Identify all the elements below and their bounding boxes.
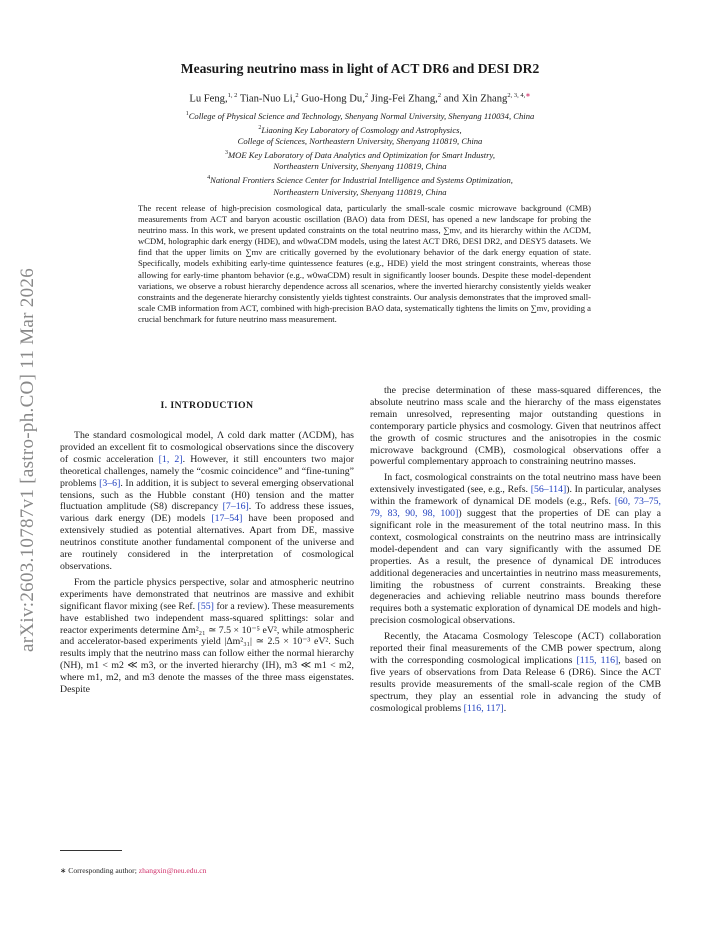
affiliation-line	[0, 173, 720, 187]
paragraph: From the particle physics perspective, solar and atmospheric neutrino experiments have demonstrated that neutrinos are massive and exhibit significant flavor mixing (see Ref. [55] for a review). These measurements have established two independent mass-squared splittings: solar and reactor experiments determine Δm²₂₁ ≃ 7.5 × 10⁻⁵ eV², while atmospheric and accelerator-based experiments yield |Δm²₃₁| ≃ 2.5 × 10⁻³ eV². Such results imply that the neutrino mass can follow either the normal hierarchy (NH), m1 < m2 ≪ m3, or the inverted hierarchy (IH), m3 ≪ m1 < m2, where m1, m2, and m3 denote the masses of the three mass eigenstates. Despite	[60, 576, 354, 696]
footnote-mark: ∗	[60, 866, 67, 875]
affiliation-text: National Frontiers Science Center for Industrial Intelligence and Systems Optimization,	[210, 174, 513, 185]
author-affil-mark: 2	[295, 92, 299, 99]
affiliation-line	[0, 148, 720, 162]
author-name: Lu Feng,	[189, 93, 228, 105]
author-affil-mark: 1, 2	[227, 92, 238, 99]
paragraph: the precise determination of these mass-squared differences, the absolute neutrino mass scale and the hierarchy of the mass eigenstates remain unresolved, representing major outstanding questions in contemporary particle physics and cosmology. Given that neutrinos affect the growth of cosmic structures and the anisotropies in the cosmic microwave background (CMB), cosmological observations offer a powerful complementary approach to constraining neutrino masses.	[370, 385, 661, 468]
affiliation-mark: 1	[185, 111, 189, 117]
footnote	[60, 866, 360, 875]
affiliation-text: MOE Key Laboratory of Data Analytics and Optimization for Smart Industry,	[228, 149, 495, 160]
author-name: and Xin Zhang	[443, 93, 508, 105]
affiliation-text: Northeastern University, Shenyang 110819, China	[273, 186, 447, 197]
author-name: Tian-Nuo Li,	[239, 93, 296, 105]
citation-link[interactable]: [60, 73–75, 79, 83, 90, 98, 100]	[370, 496, 661, 520]
affiliation-line	[0, 187, 720, 199]
citation-link[interactable]: [3–6]	[99, 477, 121, 489]
arxiv-stamp-text: arXiv:2603.10787v1 [astro-ph.CO] 11 Mar 2026	[17, 268, 38, 652]
citation-link[interactable]: [1, 2]	[158, 453, 183, 465]
footnote-label: Corresponding author;	[68, 866, 139, 875]
footnote-rule	[60, 850, 122, 851]
author-list	[0, 91, 720, 105]
affiliation-text: College of Sciences, Northeastern University, Shenyang 110819, China	[237, 136, 483, 147]
right-column	[370, 385, 661, 714]
citation-link[interactable]: [56–114]	[530, 484, 567, 496]
citation-link[interactable]: [116, 117]	[463, 702, 504, 714]
affiliation-mark: 2	[258, 124, 262, 131]
affiliation-line	[0, 136, 720, 148]
left-column	[60, 430, 354, 696]
paper-title: Measuring neutrino mass in light of ACT DR6 and DESI DR2	[180, 61, 540, 76]
author-name: Jing-Fei Zhang,	[370, 93, 438, 105]
author-affil-mark: 2	[437, 92, 442, 99]
citation-link[interactable]: [115, 116]	[576, 654, 619, 666]
author-name: Guo-Hong Du,	[301, 93, 365, 105]
affiliation-mark: 3	[225, 149, 229, 156]
affiliation-text: College of Physical Science and Technology, Shenyang Normal University, Shenyang 110034, China	[188, 110, 535, 121]
paragraph: Recently, the Atacama Cosmology Telescope (ACT) collaboration reported their final measurements of the CMB power spectrum, along with the corresponding cosmological implications [115, 116], based on five years of observations from Data Release 6 (DR6). Since the ACT results provide measurements of the small-scale region of the CMB spectrum, they play an essential role in advancing the study of cosmological problems [116, 117].	[370, 631, 662, 714]
abstract: The recent release of high-precision cosmological data, particularly the small-scale cosmic microwave background (CMB) measurements from ACT and baryon acoustic oscillation (BAO) data from DESI, has opened a new landscape for probing the neutrino mass. In this work, we present updated constraints on the total neutrino mass, ∑mν, and its hierarchy within the ΛCDM, wCDM, holographic dark energy (HDE), and w0waCDM models, using the latest ACT DR6, DESI DR2, and DESY5 datasets. We find that the upper limits on ∑mν are critically governed by the evolutionary behavior of the dark energy equation of state. Specifically, models exhibiting early-time quintessence features (e.g., HDE) yield the most stringent constraints, whereas those allowing for early-time phantom behavior (e.g., w0waCDM) result in significantly looser bounds. Despite these model-dependent variations, we observe a robust hierarchy dependence across all scenarios, where the inverted hierarchy consistently yields weaker constraints and the degenerate hierarchy consistently yields tightest constraints. Our analysis demonstrates that the improved small-scale CMB information from ACT, combined with high-precision BAO data, systematically tightens the limits on ∑mν, providing a crucial benchmark for future neutrino mass measurement.	[138, 203, 591, 324]
affiliation-mark: 4	[207, 175, 211, 182]
section-heading-introduction: I. INTRODUCTION	[160, 400, 254, 411]
affiliation-text: Liaoning Key Laboratory of Cosmology and Astrophysics,	[261, 124, 462, 135]
paragraph: The standard cosmological model, Λ cold dark matter (ΛCDM), has provided an excellent fit to cosmological observations since the discovery of cosmic acceleration [1, 2]. However, it still encounters two major theoretical challenges, namely the “cosmic coincidence” and “fine-tuning” problems [3–6]. In addition, it is subject to several emerging observational tensions, such as the Hubble constant (H0) tension and the matter fluctuation amplitude (S8) discrepancy [7–16]. To address these issues, various dark energy (DE) models [17–54] have been proposed and extensively studied as potential alternatives. Apart from DE, massive neutrinos constitute another fundamental component of the universe and are routinely considered in the interpretation of cosmological observations.	[60, 430, 354, 572]
author-affil-mark: 2	[364, 92, 369, 99]
paragraph: In fact, cosmological constraints on the total neutrino mass have been extensively investigated (see, e.g., Refs. [56–114]). In particular, analyses within the framework of dynamical DE models (e.g., Refs. [60, 73–75, 79, 83, 90, 98, 100]) suggest that the properties of DE can play a significant role in the measurement of the total neutrino mass. In this context, cosmological constraints on the neutrino mass are intrinsically model-dependent and can vary significantly with the assumed DE properties. As a result, the presence of dynamical DE introduces additional degeneracies and uncertainties in neutrino mass measurements, limiting the robustness of current constraints. Breaking these degeneracies and achieving reliable neutrino mass bounds therefore requires both a systematic exploration of dynamical DE models and high-precision cosmological observations.	[370, 472, 661, 627]
affiliation-text: Northeastern University, Shenyang 110819, China	[273, 161, 447, 172]
affiliation-line	[0, 123, 720, 137]
email-link[interactable]: zhangxin@neu.edu.cn	[138, 866, 207, 875]
affiliation-line	[0, 161, 720, 173]
arxiv-stamp	[8, 210, 48, 710]
affiliation-line	[0, 109, 720, 123]
affiliation-list	[0, 109, 720, 198]
citation-link[interactable]: [17–54]	[211, 513, 243, 525]
citation-link[interactable]: [7–16]	[222, 501, 249, 513]
author-affil-mark: 2, 3, 4,	[507, 92, 526, 99]
citation-link[interactable]: [55]	[197, 600, 214, 612]
corresponding-star: ∗	[525, 92, 531, 99]
